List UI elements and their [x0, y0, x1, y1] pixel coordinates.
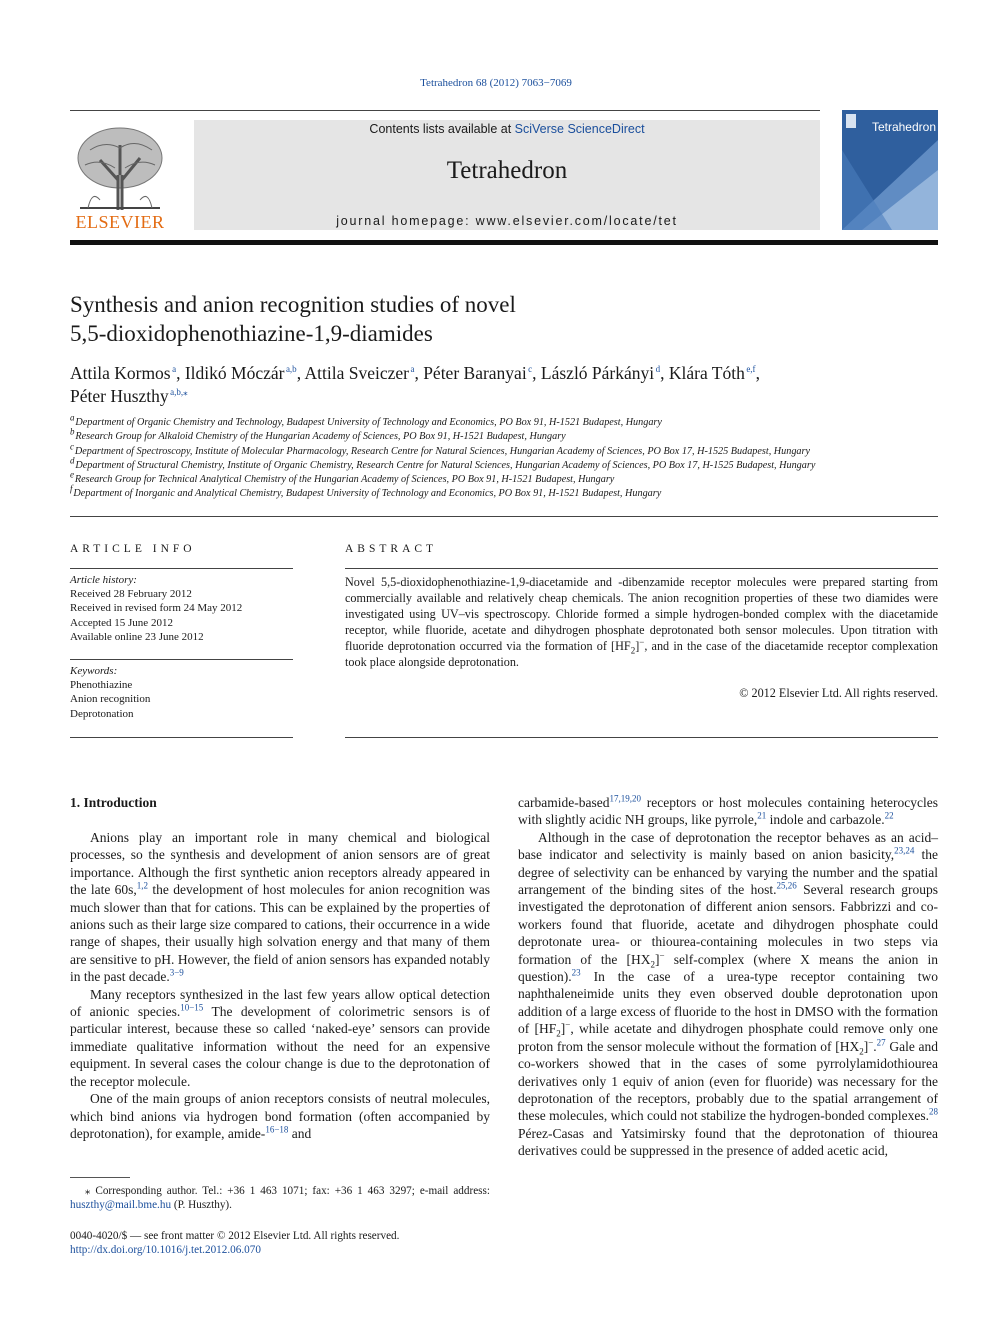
- keyword: Deprotonation: [70, 707, 134, 720]
- contents-prefix: Contents lists available at: [369, 122, 515, 136]
- abstract-text: Novel 5,5-dioxidophenothiazine-1,9-diacetamide and -dibenzamide receptor molecules were prepared starting from commercially available and relatively cheap chemicals. The anion recognition properties of these two diamides were investigated using UV–vis spectroscopy. Chloride formed a simple hydrogen-bonded complex with the diacetamide receptor, while fluoride, acetate and dihydrogen phosphate deprotonated both sensor molecules. Upon titration with fluoride deprotonation occurred via the formation of $[HF_2]^-$, and in the case of the diacetamide receptor complexation took place alongside deprotonation.: [345, 575, 938, 670]
- reference-link[interactable]: 17,19,20: [609, 793, 641, 804]
- paper-title: [70, 290, 930, 348]
- abstract-rule: [345, 568, 938, 569]
- sciencedirect-link[interactable]: SciVerse ScienceDirect: [514, 122, 645, 136]
- issn-line: 0040-4020/$ — see front matter © 2012 Elsevier Ltd. All rights reserved.: [70, 1230, 400, 1242]
- journal-title: Tetrahedron: [446, 157, 568, 184]
- author[interactable]: Ildikó Móczár $^{a,b}$: [184, 363, 297, 383]
- affiliation: $^d$ Department of Structural Chemistry, Institute of Organic Chemistry, Research Centre for Natural Sciences, Hungarian Academy of Sciences, PO Box 17, H-1525 Budapest, Hungary: [70, 455, 816, 471]
- article-history: [70, 573, 293, 644]
- journal-cover-image: [842, 110, 938, 230]
- author[interactable]: Péter Huszthy $^{a,b,⁎}$: [70, 386, 188, 406]
- title-line-2: 5,5-dioxidophenothiazine-1,9-diamides: [70, 321, 433, 346]
- history-item: Received 28 February 2012: [70, 588, 192, 601]
- corresponding-author-footnote: ⁎ Corresponding author. Tel.: +36 1 463 1071; fax: +36 1 463 3297; e-mail address: huszthy@mail.bme.hu (P. Huszthy).: [70, 1185, 490, 1211]
- paragraph: carbamide-based$^{17,19,20}$ receptors or host molecules containing heterocycles with slightly acidic NH groups, like pyrrole,$^{21}$ indole and carbazole.$^{22}$: [518, 793, 938, 828]
- author[interactable]: Attila Sveiczer $^a$: [304, 363, 415, 383]
- history-item: Available online 23 June 2012: [70, 630, 204, 643]
- author[interactable]: László Párkányi $^d$: [540, 363, 661, 383]
- reference-link[interactable]: 21: [757, 810, 767, 821]
- affiliations: [70, 412, 950, 502]
- reference-link[interactable]: 10−15: [180, 1002, 204, 1013]
- email-link[interactable]: huszthy@mail.bme.hu: [70, 1199, 172, 1211]
- copyright: © 2012 Elsevier Ltd. All rights reserved.: [739, 686, 938, 700]
- keywords-label: Keywords:: [70, 665, 118, 677]
- keyword: Phenothiazine: [70, 679, 133, 692]
- author[interactable]: Klára Tóth $^{e,f}$: [668, 363, 756, 383]
- paragraph: One of the main groups of anion receptors consists of neutral molecules, which bind anions via hydrogen bond formation (often accompanied by deprotonation), for example, amide-$^{16-18}$ and: [70, 1091, 490, 1141]
- author-list: Attila Kormos $^a$, Ildikó Móczár $^{a,b}$, Attila Sveiczer $^a$, Péter Baranyai $^c$, László Párkányi $^d$, Klára Tóth $^{e,f}$, Péter Huszthy $^{a,b,⁎}$: [70, 363, 760, 406]
- info-rule: [70, 568, 293, 569]
- abstract-heading: ABSTRACT: [345, 543, 438, 555]
- affiliation: $^b$ Research Group for Alkaloid Chemistry of the Hungarian Academy of Sciences, PO Box 91, H-1521 Budapest, Hungary: [70, 426, 566, 443]
- affiliation: $^e$ Research Group for Technical Analytical Chemistry of the Hungarian Academy of Sciences, PO Box 91, H-1521 Budapest, Hungary: [70, 469, 615, 486]
- reference-link[interactable]: 22: [884, 810, 894, 821]
- paragraph: Anions play an important role in many chemical and biological processes, so the synthesis and development of anion sensors are of great importance. Although the first synthetic anion receptors already appeared in the late 60s,$^{1,2}$ the development of host molecules for anion recognition was much slower than that for cations. This can be explained by the properties of anions such as their large size compared to cations, their occurrence in a wide range of shapes, their usually high solvation energy and that many of them are sensitive to pH. However, the field of anion sensors has expanded notably in the past decade.$^{3-9}$: [70, 830, 491, 985]
- elsevier-wordmark: ELSEVIER: [75, 212, 165, 232]
- journal-citation[interactable]: Tetrahedron 68 (2012) 7063−7069: [420, 77, 572, 89]
- keywords: [70, 664, 293, 721]
- article-info-heading: ARTICLE INFO: [70, 543, 196, 555]
- reference-link[interactable]: 28: [929, 1106, 938, 1117]
- reference-link[interactable]: 3−9: [169, 967, 184, 978]
- paragraph: Many receptors synthesized in the last few years allow optical detection of anionic species.$^{10-15}$ The development of colorimetric sensors is of particular interest, because these so called ‘naked-eye’ sensors can provide immediate qualitative information without the need for an expensive equipment. In several cases the colour change is due to the deprotonation of the receptor molecule.: [70, 986, 491, 1089]
- history-label: Article history:: [70, 574, 137, 586]
- history-item: Received in revised form 24 May 2012: [70, 602, 243, 615]
- title-line-1: Synthesis and anion recognition studies of novel: [70, 292, 516, 317]
- affiliation: $^f$ Department of Inorganic and Analytical Chemistry, Budapest University of Technology and Economics, PO Box 91, H-1521 Budapest, Hungary: [70, 484, 662, 500]
- abstract-rule: [345, 737, 938, 738]
- reference-link[interactable]: 23: [571, 967, 581, 978]
- footnote-rule: [70, 1177, 130, 1178]
- header-thick-rule: [70, 240, 938, 245]
- body-column-right: [518, 794, 938, 1160]
- paragraph: Although in the case of deprotonation the receptor behaves as an acid–base indicator and selectivity is mainly based on anion basicity,$^{23,24}$ the degree of selectivity can be enhanced by varying the number and the spatial arrangement of the binding sites of the host.$^{25,26}$ Several research groups investigated the deprotonation of different anion sensors. Fabbrizzi and co-workers found that fluoride, acetate and dihydrogen phosphate could deprotonate urea- or thiourea-containing molecules in two steps via formation of the $[HX_2]^-$ self-complex (where X means the anion in question).$^{23}$ In the case of a urea-type receptor containing two naphthaleneimide units they even observed double deprotonation upon addition of a large excess of fluoride to the host in DMSO with the formation of $[HF_2]^-$, while acetate and dihydrogen phosphate could remove only one proton from the sensor molecule without the formation of $[HX_2]^-.^{27}$ Gale and co-workers showed that in the cases of some pyrrolylamidothiourea derivatives only 1 equiv of anion (even for fluoride) was necessary for the deprotonation of the receptors, probably due to the spatial arrangement of these molecules, which could not stabilize the hydrogen-bonded complexes.$^{28}$ Pérez-Casas and Yatsimirsky found that the deprotonation of thiourea derivatives could be suppressed in the presence of added acetic acid,: [518, 829, 939, 1159]
- header-rule: [70, 110, 820, 111]
- cover-title: Tetrahedron: [871, 120, 936, 134]
- journal-homepage-link[interactable]: journal homepage: www.elsevier.com/locate/tet: [336, 214, 678, 228]
- author[interactable]: Péter Baranyai $^c$: [423, 363, 533, 383]
- reference-link[interactable]: 23,24: [894, 845, 915, 856]
- body-column-left: [70, 829, 490, 1142]
- affiliation: $^a$ Department of Organic Chemistry and Technology, Budapest University of Technology and Economics, PO Box 91, H-1521 Budapest, Hungary: [70, 412, 662, 428]
- keyword: Anion recognition: [70, 693, 151, 706]
- affiliation: $^c$ Department of Spectroscopy, Institute of Molecular Pharmacology, Research Centre for Natural Sciences, Hungarian Academy of Sciences, PO Box 17, H-1525 Budapest, Hungary: [70, 441, 811, 457]
- front-matter: [70, 1229, 490, 1257]
- affiliation-rule: [70, 516, 938, 517]
- contents-line: [194, 122, 820, 136]
- introduction-heading: 1. Introduction: [70, 795, 157, 810]
- reference-link[interactable]: 1,2: [136, 880, 149, 891]
- info-rule: [70, 659, 293, 660]
- author[interactable]: Attila Kormos $^a$: [70, 363, 177, 383]
- doi-link[interactable]: http://dx.doi.org/10.1016/j.tet.2012.06.070: [70, 1244, 261, 1257]
- reference-link[interactable]: 16−18: [265, 1124, 289, 1135]
- reference-link[interactable]: 27: [876, 1037, 886, 1048]
- history-item: Accepted 15 June 2012: [70, 616, 173, 629]
- reference-link[interactable]: 25,26: [776, 880, 797, 891]
- info-rule: [70, 737, 293, 738]
